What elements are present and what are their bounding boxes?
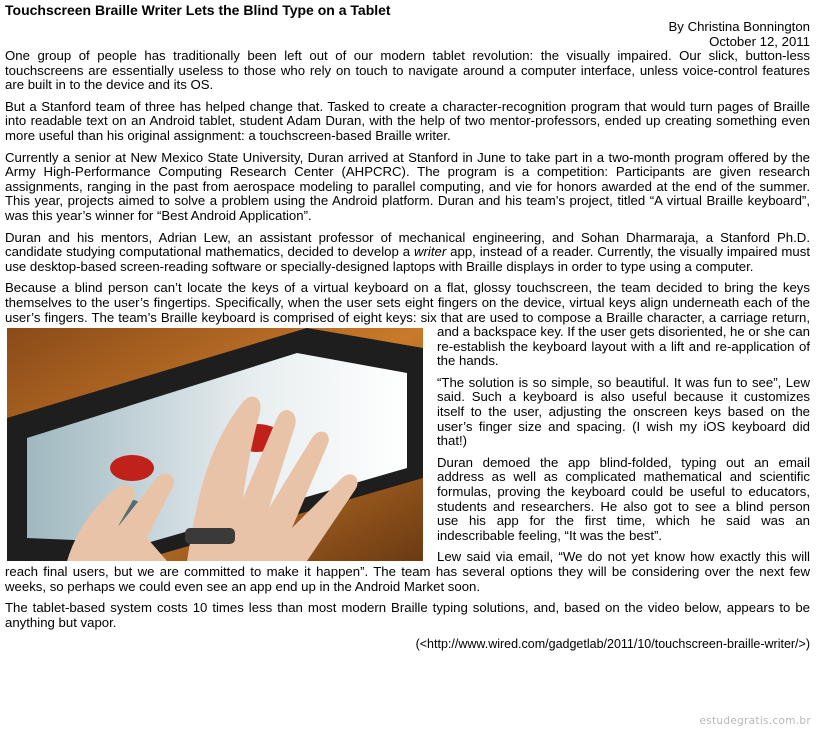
publish-date: October 12, 2011 bbox=[709, 34, 810, 49]
author: By Christina Bonnington bbox=[668, 19, 810, 34]
paragraph-8: Lew said via email, “We do not yet know how exactly this will reach final users, but we are committed to make it happen”. The team has several options they will be considering over the next few weeks, so perhaps we could even see an app end up in the Android Market soon. bbox=[5, 549, 810, 594]
paragraph-3: Currently a senior at New Mexico State University, Duran arrived at Stanford in June to take part in a two-month program offered by the Army High-Performance Computing Research Center (AHPCRC). The program is a competition: Participants are given research assignments, ranging in the past from aerospace modeling to parallel computing, and vie for honors awarded at the end of the summer. This year, projects aimed to solve a problem using the Android platform. Duran and his team’s project, titled “A virtual Braille keyboard”, was this year’s winner for “Best Android Application”. bbox=[5, 149, 810, 223]
source-link[interactable]: (<http://www.wired.com/gadgetlab/2011/10/touchscreen-braille-writer/>) bbox=[415, 637, 810, 652]
paragraph-6: “The solution is so simple, so beautiful. It was fun to see”, Lew said. Such a keyboard is also useful because it customizes itself to the user, adjusting the onscreen keys based on the user’s finger size and spacing. (I wish my iOS keyboard did that!) bbox=[437, 374, 810, 449]
paragraph-5 bbox=[5, 281, 810, 369]
paragraph-2: But a Stanford team of three has helped change that. Tasked to create a character-recognition program that would turn pages of Braille into readable text on an Android tablet, student Adam Duran, with the help of two mentor-professors, ended up creating something even more useful than his original assignment: a touchscreen-based Braille writer. bbox=[5, 98, 810, 143]
photo-hands-on-tablet-icon bbox=[7, 328, 423, 561]
article-photo bbox=[7, 328, 423, 561]
byline bbox=[5, 19, 810, 49]
paragraph-1: One group of people has traditionally been left out of our modern tablet revolution: the visually impaired. Our slick, button-less touchscreens are essentially useless to those who rely on touch to navigate around a computer interface, unless voice-control features are built in to the device and its OS. bbox=[5, 48, 810, 93]
watermark: estudegratis.com.br bbox=[699, 715, 811, 728]
paragraph-4-emphasis: writer bbox=[413, 244, 447, 260]
paragraph-4 bbox=[5, 231, 810, 275]
paragraph-9: The tablet-based system costs 10 times less than most modern Braille typing solutions, and, based on the video below, appears to be anything but vapor. bbox=[5, 600, 810, 630]
paragraph-7: Duran demoed the app blind-folded, typing out an email address as well as complicated mathematical and scientific formulas, proving the keyboard could be useful to educators, students and researchers. He also got to see a blind person use his app for the first time, which he said was an indescribable feeling, “It was the best”. bbox=[437, 454, 810, 543]
article bbox=[5, 2, 810, 652]
article-title: Touchscreen Braille Writer Lets the Blind Type on a Tablet bbox=[5, 2, 391, 18]
paragraph-4-end: app, instead of a reader. Currently, the visually impaired must use desktop-based screen-reading software or specially-designed laptops with Braille displays in order to type using a computer. bbox=[5, 244, 810, 274]
paragraph-5-part-1: Because a blind person can’t locate the keys of a virtual keyboard on a flat, glossy touchscreen, the team decided to bring the keys themselves to the user’s fingertips. Specifically, when the user sets eight fingers on the device, virtual keys align underneath each of the user’s fingers. The team’s Braille keyboard is comprised of eight keys: bbox=[5, 280, 810, 325]
paragraph-5-part-2: six that are used to compose a Braille character, a carriage return, and a backspace key. If the user gets disoriented, he or she can re-establish the keyboard layout with a lift and re-application of the hands. bbox=[420, 309, 810, 369]
paragraph-4-start: Duran and his mentors, Adrian Lew, an assistant professor of mechanical engineering, and Sohan Dharmaraja, a Stanford Ph.D. candidate studying computational mathematics, decided to develop a bbox=[5, 229, 810, 260]
